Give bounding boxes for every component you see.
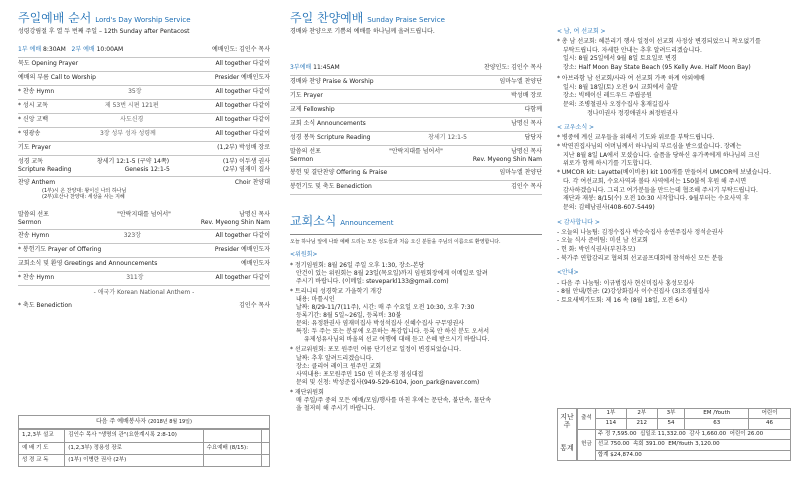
- scripture-ref: 창세기 12:1-5 (구약 14쪽): [96, 158, 170, 166]
- order-row-r: 예배인도자: [241, 260, 270, 268]
- news-title: [290, 213, 542, 229]
- benediction-row: [18, 300, 270, 313]
- praise-sched: 3부예배: [290, 64, 312, 72]
- order-row-r: (1,2부) 박성배 장로: [217, 144, 270, 152]
- order-row-r: 담당자: [524, 134, 542, 142]
- g2b: 지난 8월 8일 LA에서 모셨습니다. 슬픔을 당하신 유가족에게 하나님의 크신: [563, 151, 760, 159]
- praise-schedule: [290, 62, 542, 76]
- next-cell: 1,2,3부 설교: [19, 430, 65, 442]
- m2c: 문의: 조병철권사 오정수집사 홍재길집사: [563, 100, 670, 108]
- o2bv: 391.00: [645, 441, 665, 448]
- att-v3: 54: [657, 419, 685, 429]
- news-item-1: [290, 262, 542, 286]
- p-sermon-preacher-en: Rev. Myeong Shin Nam: [472, 156, 542, 164]
- order-row-r: 임마누엘 찬양단: [499, 169, 542, 177]
- order-row: [18, 244, 270, 258]
- order-row-r: All together 다같이: [215, 60, 270, 68]
- news-item-2: [290, 288, 542, 345]
- m1b: 부탁드립니다. 자세한 안내는 추후 알려드리겠습니다.: [563, 46, 702, 54]
- stats-side-label: [557, 408, 577, 461]
- g1: * 병중에 계신 교우들을 위해서 기도와 위로를 부탁드립니다.: [557, 134, 715, 142]
- news4-b: 을 철저히 해 주시기 바랍니다.: [296, 405, 376, 413]
- att-v2: 212: [626, 419, 657, 429]
- members-news: [557, 134, 791, 212]
- news-item-4: [290, 389, 542, 413]
- news2-b: 날짜: 8/29-11/7(11주), 시간: 매 주 수요일 오전 10:30, 오후 7:30: [296, 303, 475, 311]
- order-row-r: 다함께: [524, 106, 542, 114]
- next-cell: 성 경 교 독: [19, 454, 65, 466]
- order-row: [18, 72, 270, 86]
- next-cell: [261, 430, 269, 442]
- order-row-l: * 찬송 Hymn: [18, 274, 55, 282]
- g2: * 박연진집사님의 어머님께서 하나님의 부르심을 받으셨습니다. 장례는: [557, 143, 742, 151]
- news2-title: * 트리니티 성경학교 가을학기 개강: [290, 287, 382, 295]
- order-row-l: * 봉헌기도 Prayer of Offering: [18, 246, 102, 254]
- news3-title: * 선교위원회: 포모 원주민 여름 단기선교 일정이 변경되었습니다.: [290, 346, 461, 354]
- news2-f: 유제성유사님의 바울의 선교 여행에 대해 듣고 은혜 받으시기 바랍니다.: [304, 336, 490, 344]
- scripture-reader2: (2부) 염재미 집사: [222, 166, 270, 174]
- committee-heading: <위원회>: [290, 251, 318, 259]
- order-row: [290, 132, 542, 146]
- order-row: [290, 104, 542, 118]
- order-row-l: * 신앙 고백: [18, 116, 48, 124]
- offering-table: [577, 408, 791, 461]
- order-row: [18, 230, 270, 244]
- sermon-row: [18, 209, 270, 230]
- att-h2: 2부: [626, 409, 657, 419]
- o1b: 십일조: [640, 430, 656, 437]
- offering-label: 헌금: [578, 429, 596, 460]
- o1av: 7,595.00: [612, 430, 637, 437]
- g3d: 재단과 재봉: 8/15(수) 오전 10:30 시작합니다. 9월부터는 수요사역 후: [563, 195, 749, 203]
- m1: * 총 남 선교회: 헤븐리기 행사 일정이 선교회 사정상 변경되었으니 착오없기를: [557, 38, 761, 46]
- order-row-l: 찬송 Hymn: [18, 232, 50, 240]
- g3c: 감사하겠습니다. 그리고 여가분들을 만드는데 협조해 주시기 부탁드립니다.: [563, 186, 758, 194]
- p-sermon-label: 말씀의 선포: [290, 148, 321, 156]
- order-row-l: 봉헌기도 및 축도 Benediction: [290, 183, 372, 191]
- order-row: [290, 167, 542, 181]
- order-row: [18, 58, 270, 72]
- att-v5: 46: [749, 419, 791, 429]
- order-row-r: All together 다같이: [215, 232, 270, 240]
- order-row: [18, 128, 270, 142]
- p-sermon-title: "안락지대를 넘어서": [389, 148, 443, 156]
- att-h1: 1부: [595, 409, 626, 419]
- order-row: [290, 90, 542, 104]
- praise-subtitle: 경배와 찬양으로 기쁨의 예배를 하나님께 올려드립니다.: [290, 28, 435, 36]
- att-h4: EM /Youth: [685, 409, 749, 419]
- m1c: 일시: 8월 25일에서 9월 8일 토요일로 변경: [563, 55, 677, 63]
- att-h5: 어린이: [749, 409, 791, 419]
- next-row: [19, 454, 270, 466]
- next-week-title: [18, 415, 270, 429]
- order-row: [290, 76, 542, 90]
- next-cell: 김인수 목사 "생명의 관"(요한계시록 2:8-10): [65, 430, 203, 442]
- mission-heading: < 남, 여 선교회 >: [557, 28, 606, 35]
- g3e: 문의: 김혜남권사(408-607-5449): [563, 203, 655, 211]
- time2: 10:00AM: [96, 46, 124, 54]
- thanks-heading: < 감사합니다 >: [557, 218, 600, 226]
- order-row-r: All together 다같이: [215, 102, 270, 110]
- scripture-label: 성경 교독: [18, 158, 44, 166]
- order-row-r: 남명신 목사: [511, 120, 542, 128]
- news3-a: 날짜: 추후 알려드리겠습니다.: [296, 354, 374, 362]
- news-subtitle: 오늘 하나님 앞에 나와 예배 드리는 모든 성도들과 처음 오신 분들을 주님의 이름으로 환영합니다.: [290, 238, 501, 245]
- order-row-r: All together 다같이: [215, 274, 270, 282]
- praise-title-en: Sunday Praise Service: [367, 16, 445, 24]
- news-title-ko: 교회소식: [290, 214, 337, 229]
- m2a: 일시: 8월 18일(토) 오전 9시 교회에서 출발: [563, 83, 678, 91]
- benediction-label: * 축도 Benediction: [18, 302, 72, 310]
- title-en: Lord's Day Worship Service: [95, 16, 191, 24]
- sermon-preacher-en: Rev. Myeong Shin Nam: [200, 219, 270, 227]
- anthem-2: (2부)호산나 찬양대: 세상을 사는 지혜: [42, 194, 125, 201]
- order-row-l: 경배와 찬양 Praise & Worship: [290, 78, 374, 86]
- next-date: (2018년 8월 19일): [148, 419, 192, 425]
- order-row-m: 323장: [123, 232, 141, 240]
- next-cell: [261, 454, 269, 466]
- anthem-label: 찬양 Anthem: [18, 179, 56, 187]
- order-row: [18, 100, 270, 114]
- a3: - 토요새벽기도회: 제 16 속 (8월 18일, 오전 6시): [557, 296, 688, 304]
- sermon-preacher: 남명신 목사: [239, 211, 270, 219]
- news4-a: 매 주일/주 중의 모든 예배/모임/행사를 마친 후에는 문단속, 불단속, 물단속: [296, 397, 492, 404]
- order-row-r: 박성배 장로: [511, 92, 542, 100]
- t1: - 오늘의 나눔팀: 김정수집사 박승숙집사 송연주집사 정석순권사: [557, 228, 724, 236]
- g3: * UMCOR kit: Layette(베이비용) kit 100개를 만들어서 UMCOR에 보냈습니다.: [557, 169, 772, 177]
- guide-list: [557, 280, 791, 306]
- news4-title: * 재단위원회: [290, 388, 324, 396]
- mission-item-2: [557, 75, 791, 118]
- news1-title: * 정기임원회: 8월 26일 주일 오후 1:30, 장소-본당: [290, 261, 425, 269]
- sermon-label: 말씀의 선포: [18, 211, 49, 219]
- guide-heading: <안내>: [557, 269, 579, 277]
- scripture-ref-en: Genesis 12:1-5: [124, 166, 170, 174]
- next-row: [19, 430, 270, 442]
- order-row-m: 제 53번 시편 121편: [104, 102, 159, 110]
- order-row: [290, 118, 542, 132]
- time1: 8:30AM: [43, 46, 66, 54]
- praise-column: [290, 0, 542, 486]
- anthem-choir: Choir 찬양대: [234, 179, 270, 187]
- sermon-label-en: Sermon: [18, 219, 42, 227]
- offering-total: 합계 $24,874.00: [595, 450, 790, 460]
- order-row: [18, 86, 270, 100]
- p-sermon-label-en: Sermon: [290, 156, 314, 164]
- order-row-l: 묵도 Opening Prayer: [18, 60, 79, 68]
- praise-sermon-row: [290, 146, 542, 167]
- scripture-label-en: Scripture Reading: [18, 166, 72, 174]
- order-row-r: All together 다같이: [215, 88, 270, 96]
- order-row-l: 교회소식 및 환영 Greetings and Announcements: [18, 260, 158, 268]
- o1a: 주 정: [597, 430, 611, 437]
- sched2: 2부 예배: [71, 46, 95, 54]
- p-sermon-preacher: 남명신 목사: [511, 148, 542, 156]
- next-cell: [261, 442, 269, 454]
- worship-order-column: [18, 0, 270, 486]
- o1dv: 26.00: [747, 430, 764, 437]
- thanks-list: [557, 229, 791, 264]
- att-label: 출석: [578, 409, 596, 430]
- order-row-l: * 찬송 Hymn: [18, 88, 55, 96]
- o1d: 어린이: [729, 430, 746, 437]
- o2cv: 3,120.00: [695, 441, 720, 448]
- offering-stats: [557, 408, 791, 461]
- news3-b: 장소: 클리어 레이크 원주민 교회: [296, 362, 381, 370]
- g2c: 위로가 함께 하시기를 기도합니다.: [563, 160, 652, 168]
- stats-label2: 주: [563, 421, 571, 430]
- praise-title-ko: 주일 찬양예배: [290, 11, 364, 25]
- order-row-m: 311장: [126, 274, 144, 282]
- next-cell: (1부) 이병란 권사 (2부): [65, 454, 203, 466]
- o1c: 감사: [689, 430, 700, 437]
- news-item-3: [290, 346, 542, 386]
- t2: - 오늘 식사 준비팀: 미션 남 선교회: [557, 237, 648, 245]
- order-row-l: 봉헌 및 결단찬양 Offering & Praise: [290, 169, 388, 177]
- news2-a: 내용: 마틀시인: [296, 295, 335, 303]
- mission-item-1: [557, 38, 791, 73]
- worship-subtitle: 성령강림절 후 열 두 번째 주일 – 12th Sunday after Pentacost: [18, 28, 190, 36]
- order-row-r: All together 다같이: [215, 130, 270, 138]
- att-v4: 63: [685, 419, 749, 429]
- mission-column: [557, 0, 791, 486]
- order-row-r: 김인수 목사: [511, 183, 542, 191]
- order-row: [290, 181, 542, 195]
- order-row-l: 교제 Fellowship: [290, 106, 335, 114]
- next-title: 다음 주 예배봉사자: [96, 418, 147, 425]
- scripture-reader1: (1부) 이두생 권사: [222, 158, 270, 166]
- news2-d: 문의: 유정완권사 염재미집사 박성석집사 신혜수집사 구무영권사: [296, 320, 465, 328]
- order-row-r: Presider 예배인도자: [214, 246, 270, 254]
- o2c: EM/Youth: [668, 441, 694, 448]
- order-row-l: * 성시 교독: [18, 102, 48, 110]
- news2-e: 특징: 두 주는 또는 분류에 오픈하는 특강입니다. 등록 안 하신 분도 오셔서: [296, 328, 489, 336]
- sched1: 1부 예배: [18, 46, 42, 54]
- news1-line3: 주시기 바랍니다. (이메일: steveparkl133@gmail.com): [296, 277, 449, 285]
- next-cell: [203, 430, 261, 442]
- next-cell: [203, 454, 261, 466]
- next-cell: (1,2,3부) 정용성 장로: [65, 442, 203, 454]
- benediction-pastor: 김인수 목사: [239, 302, 270, 310]
- o1cv: 1,660.00: [701, 430, 727, 437]
- order-row-r: All together 다같이: [215, 116, 270, 124]
- t4: - 북가주 연합감리교 협의회 선교골프대회에 참석하신 모든 분들: [557, 254, 724, 262]
- anthem-1: (1부)시 온 찬양대: 왕이신 나의 하나님: [42, 187, 127, 194]
- m2: * 아브라함 남 선교회/사라 여 선교회 가족 하계 야외예배: [557, 74, 705, 82]
- att-h3: 3부: [657, 409, 685, 419]
- a2: - 8월 안내/헌금: (2)강상화집사 이수진집사 (3)조경필집사: [557, 288, 710, 296]
- order-row-m: 사도신경: [120, 116, 144, 124]
- next-row: [19, 442, 270, 454]
- m2d: 정나미권사 정경애권사 최정원권사: [587, 109, 678, 117]
- o2av: 750.00: [610, 441, 630, 448]
- o2a: 선교: [597, 441, 609, 448]
- next-week-table: [18, 429, 270, 467]
- a1: - 다음 주 나눔팀: 이규범집사 현신미집사 홍성모집사: [557, 279, 695, 287]
- scripture-row: [18, 156, 270, 177]
- stats-label1: 지난: [560, 413, 574, 421]
- news-title-en: Announcement: [340, 219, 394, 228]
- news3-d: 문의 및 신청: 박성준집사(949-529-6104, joon_park@naver.com): [296, 378, 480, 386]
- order-row: [18, 142, 270, 156]
- order-row: [18, 114, 270, 128]
- order-row-l: * 영광송: [18, 130, 41, 138]
- sermon-title: "안락지대를 넘어서": [117, 211, 171, 219]
- anthem-note: - 애국가 Korean National Anthem -: [93, 289, 195, 297]
- praise-presider: 찬양인도: 김인수 목사: [483, 64, 542, 72]
- order-row-m: 35장: [128, 88, 142, 96]
- order-row-m: 창세기 12:1-5: [428, 134, 467, 142]
- o1bv: 11,332.00: [657, 430, 686, 437]
- next-week-box: [18, 415, 270, 467]
- next-cell: 예 배 기 도: [19, 442, 65, 454]
- order-row: [18, 272, 270, 286]
- order-row-m: 3장 성부 성자 성령께: [99, 130, 156, 138]
- order-row-r: 임마누엘 찬양단: [499, 78, 542, 86]
- title-ko: 주일예배 순서: [18, 11, 92, 25]
- news1-line2: 안건이 있는 위원회는 8월 23일(목요일)까지 임원회장에게 이메일로 알려: [296, 269, 488, 277]
- praise-time: 11:45AM: [313, 64, 340, 72]
- m1d: 장소: Half Moon Bay State Beach (95 Kelly Ave. Half Moon Bay): [563, 64, 751, 72]
- praise-title: [290, 10, 542, 26]
- order-row-l: 교회 소식 Announcements: [290, 120, 366, 128]
- o2b: 속회: [633, 441, 644, 448]
- order-row-l: 기도 Prayer: [290, 92, 323, 100]
- t3: - 헌 화: 박인식권사(부친추모): [557, 246, 636, 254]
- presider: 예배인도: 김인수 목사: [211, 46, 270, 54]
- members-heading: < 교우소식 >: [557, 124, 595, 132]
- order-row: [18, 258, 270, 272]
- att-v1: 114: [595, 419, 626, 429]
- order-row-l: 예배의 부름 Call to Worship: [18, 74, 96, 82]
- order-row-l: 기도 Prayer: [18, 144, 51, 152]
- next-cell: 수요예배 (8/15):: [203, 442, 261, 454]
- news3-c: 사역내용: 포모원주민 150 인 미운조정 점심대접: [296, 370, 424, 378]
- stats-label3: 통계: [560, 443, 574, 452]
- g3b: 다. 각 여선교회, 수요사역과 볼타 사역에서는 150불씩 후원 해 주시면: [563, 177, 747, 185]
- order-row-r: Presider 예배인도자: [214, 74, 270, 82]
- news2-c: 등록기간: 8월 5일~26일, 등록비: 30불: [296, 312, 402, 320]
- anthem-row: [18, 177, 270, 203]
- order-row-l: 성경 봉독 Scripture Reading: [290, 134, 371, 142]
- m2b: 장소: 빅베이신 레드우드 주립공원: [563, 92, 652, 100]
- worship-title: [18, 10, 270, 26]
- schedule-row: [18, 44, 270, 58]
